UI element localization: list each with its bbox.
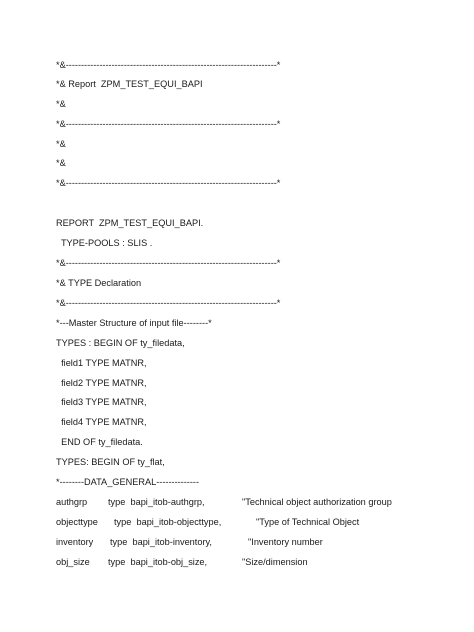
field-type: type bapi_itob-objecttype, — [114, 517, 222, 527]
code-line: *&---------------------------------------------------------------------* — [56, 60, 281, 70]
code-line: *& TYPE Declaration — [56, 278, 142, 288]
field-name: obj_size — [56, 557, 90, 567]
code-line: TYPES : BEGIN OF ty_filedata, — [56, 338, 185, 348]
code-line: *& — [56, 99, 66, 109]
field-type: type bapi_itob-obj_size, — [108, 557, 208, 567]
code-line: REPORT ZPM_TEST_EQUI_BAPI. — [56, 218, 204, 228]
code-line: TYPE-POOLS : SLIS . — [56, 238, 153, 248]
code-line: field4 TYPE MATNR, — [56, 417, 147, 427]
code-line: *&---------------------------------------------------------------------* — [56, 119, 281, 129]
code-line: *& Report ZPM_TEST_EQUI_BAPI — [56, 79, 203, 89]
code-line: *---Master Structure of input file--------* — [56, 318, 212, 328]
code-line: *&---------------------------------------------------------------------* — [56, 178, 281, 188]
code-line: field3 TYPE MATNR, — [56, 397, 147, 407]
code-line: *&---------------------------------------------------------------------* — [56, 298, 281, 308]
code-line: field1 TYPE MATNR, — [56, 358, 147, 368]
code-line: *--------DATA_GENERAL-------------- — [56, 477, 200, 487]
code-line: *& — [56, 139, 66, 149]
code-line: END OF ty_filedata. — [56, 437, 143, 447]
field-name: inventory — [56, 537, 94, 547]
field-comment: "Type of Technical Object — [256, 517, 360, 527]
code-line: field2 TYPE MATNR, — [56, 378, 147, 388]
field-comment: "Technical object authorization group — [242, 497, 392, 507]
field-type: type bapi_itob-authgrp, — [108, 497, 205, 507]
code-line: TYPES: BEGIN OF ty_flat, — [56, 457, 165, 467]
field-type: type bapi_itob-inventory, — [110, 537, 212, 547]
field-comment: "Size/dimension — [242, 557, 308, 567]
field-name: authgrp — [56, 497, 88, 507]
field-comment: "Inventory number — [248, 537, 323, 547]
field-name: objecttype — [56, 517, 98, 527]
code-line: *& — [56, 158, 66, 168]
code-line: *&---------------------------------------------------------------------* — [56, 258, 281, 268]
